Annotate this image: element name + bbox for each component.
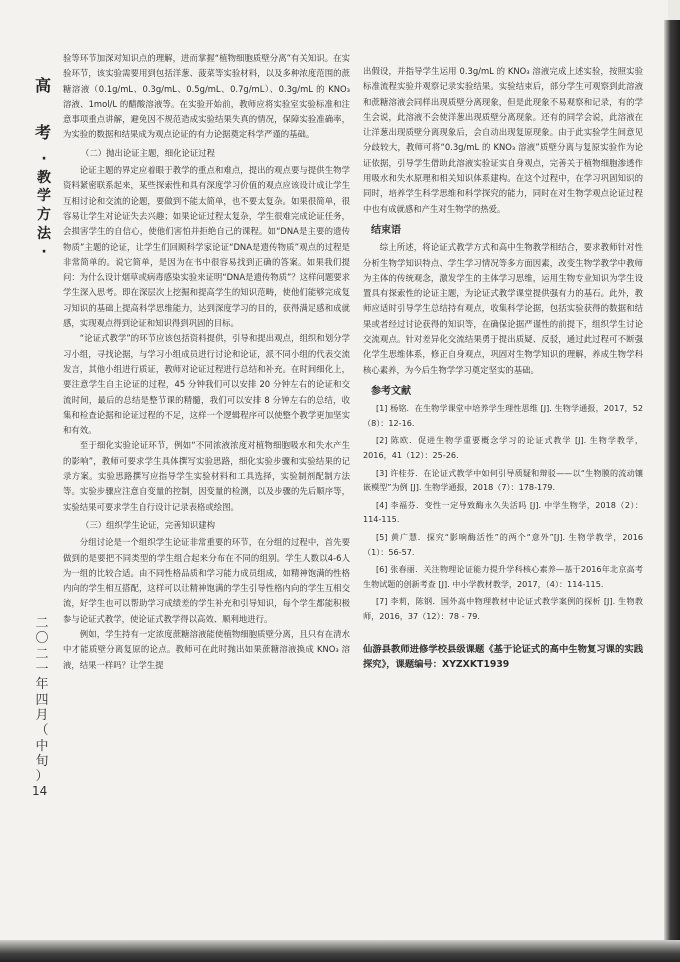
- margin-char: 考: [34, 122, 51, 142]
- margin-char: 教: [37, 169, 51, 186]
- body-paragraph: 出假设，并指导学生运用 0.3g/mL 的 KNO₃ 溶液完成上述实验，按照实验标准流程实验并观察记录实验结果。实验结束后，部分学生可观察到此溶液和蔗糖溶液会同样出现质壁分离现象，但是此现象不易观察和记录，有的学生会说，此溶液不会使洋葱出现质壁分离现象。还有的同学会说，此溶液在让洋葱出现质壁分离现象后，会自动出现复原现象。由于此实验学生间意见分歧较大，教师可将“0.3g/mL 的 KNO₃ 溶液”质壁分离与复原实验作为论证依据，引导学生借助此溶液实验证实自身观点，完善关于植物细胞渗透作用吸水和失水原理和相关知识体系建构。在这个过程中，在学习巩固知识的同时，培养学生科学思维和科学探究的能力，同时在对生物学观点论证过程中也有成就感和产生对生物学的热爱。: [363, 66, 643, 214]
- body-paragraph: 综上所述，将论证式教学方式和高中生物教学相结合，要求教师针对性分析生物学知识特点、学生学习情况等多方面因素，改变生物学教学中教师为主体的传统观念，激发学生的主体学习思维，运用生物专业知识为学生设置具有探索性的论证主题，为论证式教学课堂提供强有力的基石。此外，教师应适时引导学生总结持有观点，收集科学论据，包括实验获得的数据和结果或者经过讨论获得的知识等，在确保论据严谨性的前提下，组织学生讨论交流观点。针对差异化交流结果勇于提出质疑、反驳，通过此过程可不断强化学生思维体系，修正自身观点，巩固对生物学知识的理解，养成生物学科核心素养，为今后生物学学习奠定坚实的基础。: [363, 242, 643, 375]
- date-char: 四: [35, 692, 49, 708]
- body-paragraph: “论证式教学”的环节应该包括资料提供，引导和提出观点，组织和划分学习小组，寻找论据，与学习小组成员进行讨论和论证，派不同小组的代表交流发言，其他小组进行质证，教师对论证过程进行总结和补充。在时间细化上，要注意学生自主论证的过程，45 分钟我们可以安排 20 分钟左右的论证和交流时间，最后的总结是整节课的精髓，我们可以安排 8 分钟左右的总结，收集和检查论据和论证过程的不足，这样一个逻辑程序可以使整个教学更加坚实和有效。: [63, 333, 350, 436]
- left-text-column: [63, 51, 350, 673]
- date-char: 一: [35, 661, 49, 677]
- subsection-heading: （二）抛出论证主题，细化论证过程: [81, 147, 215, 158]
- scan-bottom-shadow: [0, 940, 680, 962]
- reference-entry: [4] 李福芬．变性一定导致酶永久失活吗 [J]. 中学生物学，2018（2）：114-115.: [363, 499, 643, 525]
- date-char: 中: [35, 738, 49, 754]
- date-char: 二: [35, 646, 49, 662]
- date-char: 二: [35, 616, 49, 631]
- margin-issue-date: [31, 616, 53, 785]
- margin-column-label: [33, 152, 55, 264]
- subsection-heading: （三）组织学生论证，完善知识建构: [81, 519, 215, 530]
- body-paragraph: 至于细化实验论证环节，例如“不同浓液浓度对植物细胞吸水和失水产生的影响”，教师可要求学生具体撰写实验思路，细化实验步骤和实验结果的记录方案。实验思路撰写应指导学生实验材料和工具选择，实验制剂配制方法等。实验步骤应注意自变量的控制，因变量的检测，以及步骤的先后顺序等，实验结果可要求学生自行设计记录表格或绘图。: [63, 440, 350, 512]
- margin-char: 方: [37, 207, 51, 224]
- body-paragraph: 验等环节加深对知识点的理解，进而掌握“植物细胞质壁分离”有关知识。在实验环节，该实验需要用到包括洋葱、菠菜等实验材料，以及多种浓度范围的蔗糖溶液（0.1g/mL、0.3g/mL、0.5g/mL、0.7g/mL）、0.3g/mL 的 KNO₃ 溶液、1mol/L 的醋酸溶液等。在实验开始前，教师应将实验室实验标准和注意事项重点讲解，避免因不规范造成实验结果失真的情况，保障实验准确率，为实验的数据和结果成为观点论证的有力论据奠定科学严谨的基础。: [63, 53, 350, 140]
- reference-entry: [6] 张春丽．关注物理论证能力提升学科核心素养—基于2016年北京高考生物试题的创新考查 [J]. 中小学教材教学，2017，（4）：114-115.: [363, 564, 643, 589]
- body-paragraph: 例如，学生持有一定浓度蔗糖溶液能使植物细胞质壁分离，且只有在清水中才能质壁分离复原的论点。教师可在此时抛出如果蔗糖溶液换成 KNO₃ 溶液，结果一样吗？让学生提: [63, 628, 350, 670]
- date-char: ）: [35, 769, 49, 785]
- right-text-column: [363, 64, 643, 672]
- page-number: 14: [32, 784, 48, 798]
- reference-entry: [5] 黄广慧．探究“影响酶活性”的两个“意外”[J]. 生物学教学，2016（1）：56-57.: [363, 531, 643, 557]
- date-char: 旬: [35, 753, 49, 769]
- funding-note: 仙游县教师进修学校县级课题《基于论证式的高中生物复习课的实践探究》，课题编号：XYZXKT1939: [363, 643, 643, 670]
- reference-entry: [3] 许桂芬．在论证式教学中如何引导质疑和辩驳——以“生物膜的流动镶嵌模型”为例 [J]. 生物学通报，2018（7）：178-179.: [363, 467, 643, 493]
- section-heading: 参考文献: [371, 385, 411, 397]
- section-heading: 结束语: [371, 224, 401, 236]
- reference-entry: [7] 李莉，陈钢．国外高中物理教材中论证式教学案例的探析 [J]. 生物教师，2016，37（12）：78 - 79.: [363, 596, 643, 621]
- reference-entry: [2] 陈欧．促进生物学重要概念学习的论证式教学 [J]. 生物学教学，2016，41（12）：25-26.: [363, 435, 643, 461]
- body-paragraph: 论证主题的界定应着眼于教学的重点和难点，提出的观点要与提供生物学资料紧密联系起来，某些探索性和具有深度学习价值的观点应该设计成让学生互相讨论和交流的论题，要做到不能太简单，也不要太复杂。如果很简单，很容易让学生对论证失去兴趣；如果论证过程太复杂，学生很难完成论证任务，会损害学生的自信心，使他们害怕并拒绝自己的课程。如“DNA是主要的遗传物质”主题的论证，让学生们回顾科学家论证“DNA是遗传物质”观点的过程是非常简单的。说它简单，是因为在书中很容易找到正确的答案。如果我们提问：为什么设计烟草或病毒感染实验来证明“DNA是遗传物质”？这样问题要求学生深入思考。即在深层次上挖掘和提高学生的知识范畴，使他们能够完成复习知识的基础上提高科学思维能力，达到深度学习的目的，获得满足感和成就感，实现观点得到论证和知识得到巩固的目标。: [63, 165, 350, 329]
- reference-entry: [1] 杨铭．在生物学课堂中培养学生理性思维 [J]. 生物学通报，2017，52（8）：12-16.: [363, 403, 643, 428]
- date-char: 月: [35, 707, 49, 723]
- date-char: （: [35, 723, 49, 739]
- body-paragraph: 分组讨论是一个组织学生论证非常重要的环节，在分组的过程中，首先要做到的是要把不同类型的学生组合起来分布在不同的组别。学生人数以4-6人为一组的比较合适。由不同性格品质和学习能力成员组成，如精神饱满的性格内向的学生相互搭配，这样可以让精神饱满的学生引导性格内向的学生互相交流，好学生也可以帮助学习成绩差的学生补充和引导知识，每个学生都能积极参与论证式教学，使论证式教学得以高效、顺利地进行。: [63, 537, 350, 624]
- scan-edge-shadow: [664, 20, 680, 942]
- date-char: 年: [35, 677, 49, 693]
- margin-char: ·: [41, 244, 47, 261]
- margin-char: ·: [41, 151, 47, 167]
- date-char: 〇: [35, 631, 49, 647]
- margin-char: 高: [34, 76, 51, 95]
- margin-char: 法: [37, 225, 51, 242]
- margin-char: 学: [37, 188, 51, 205]
